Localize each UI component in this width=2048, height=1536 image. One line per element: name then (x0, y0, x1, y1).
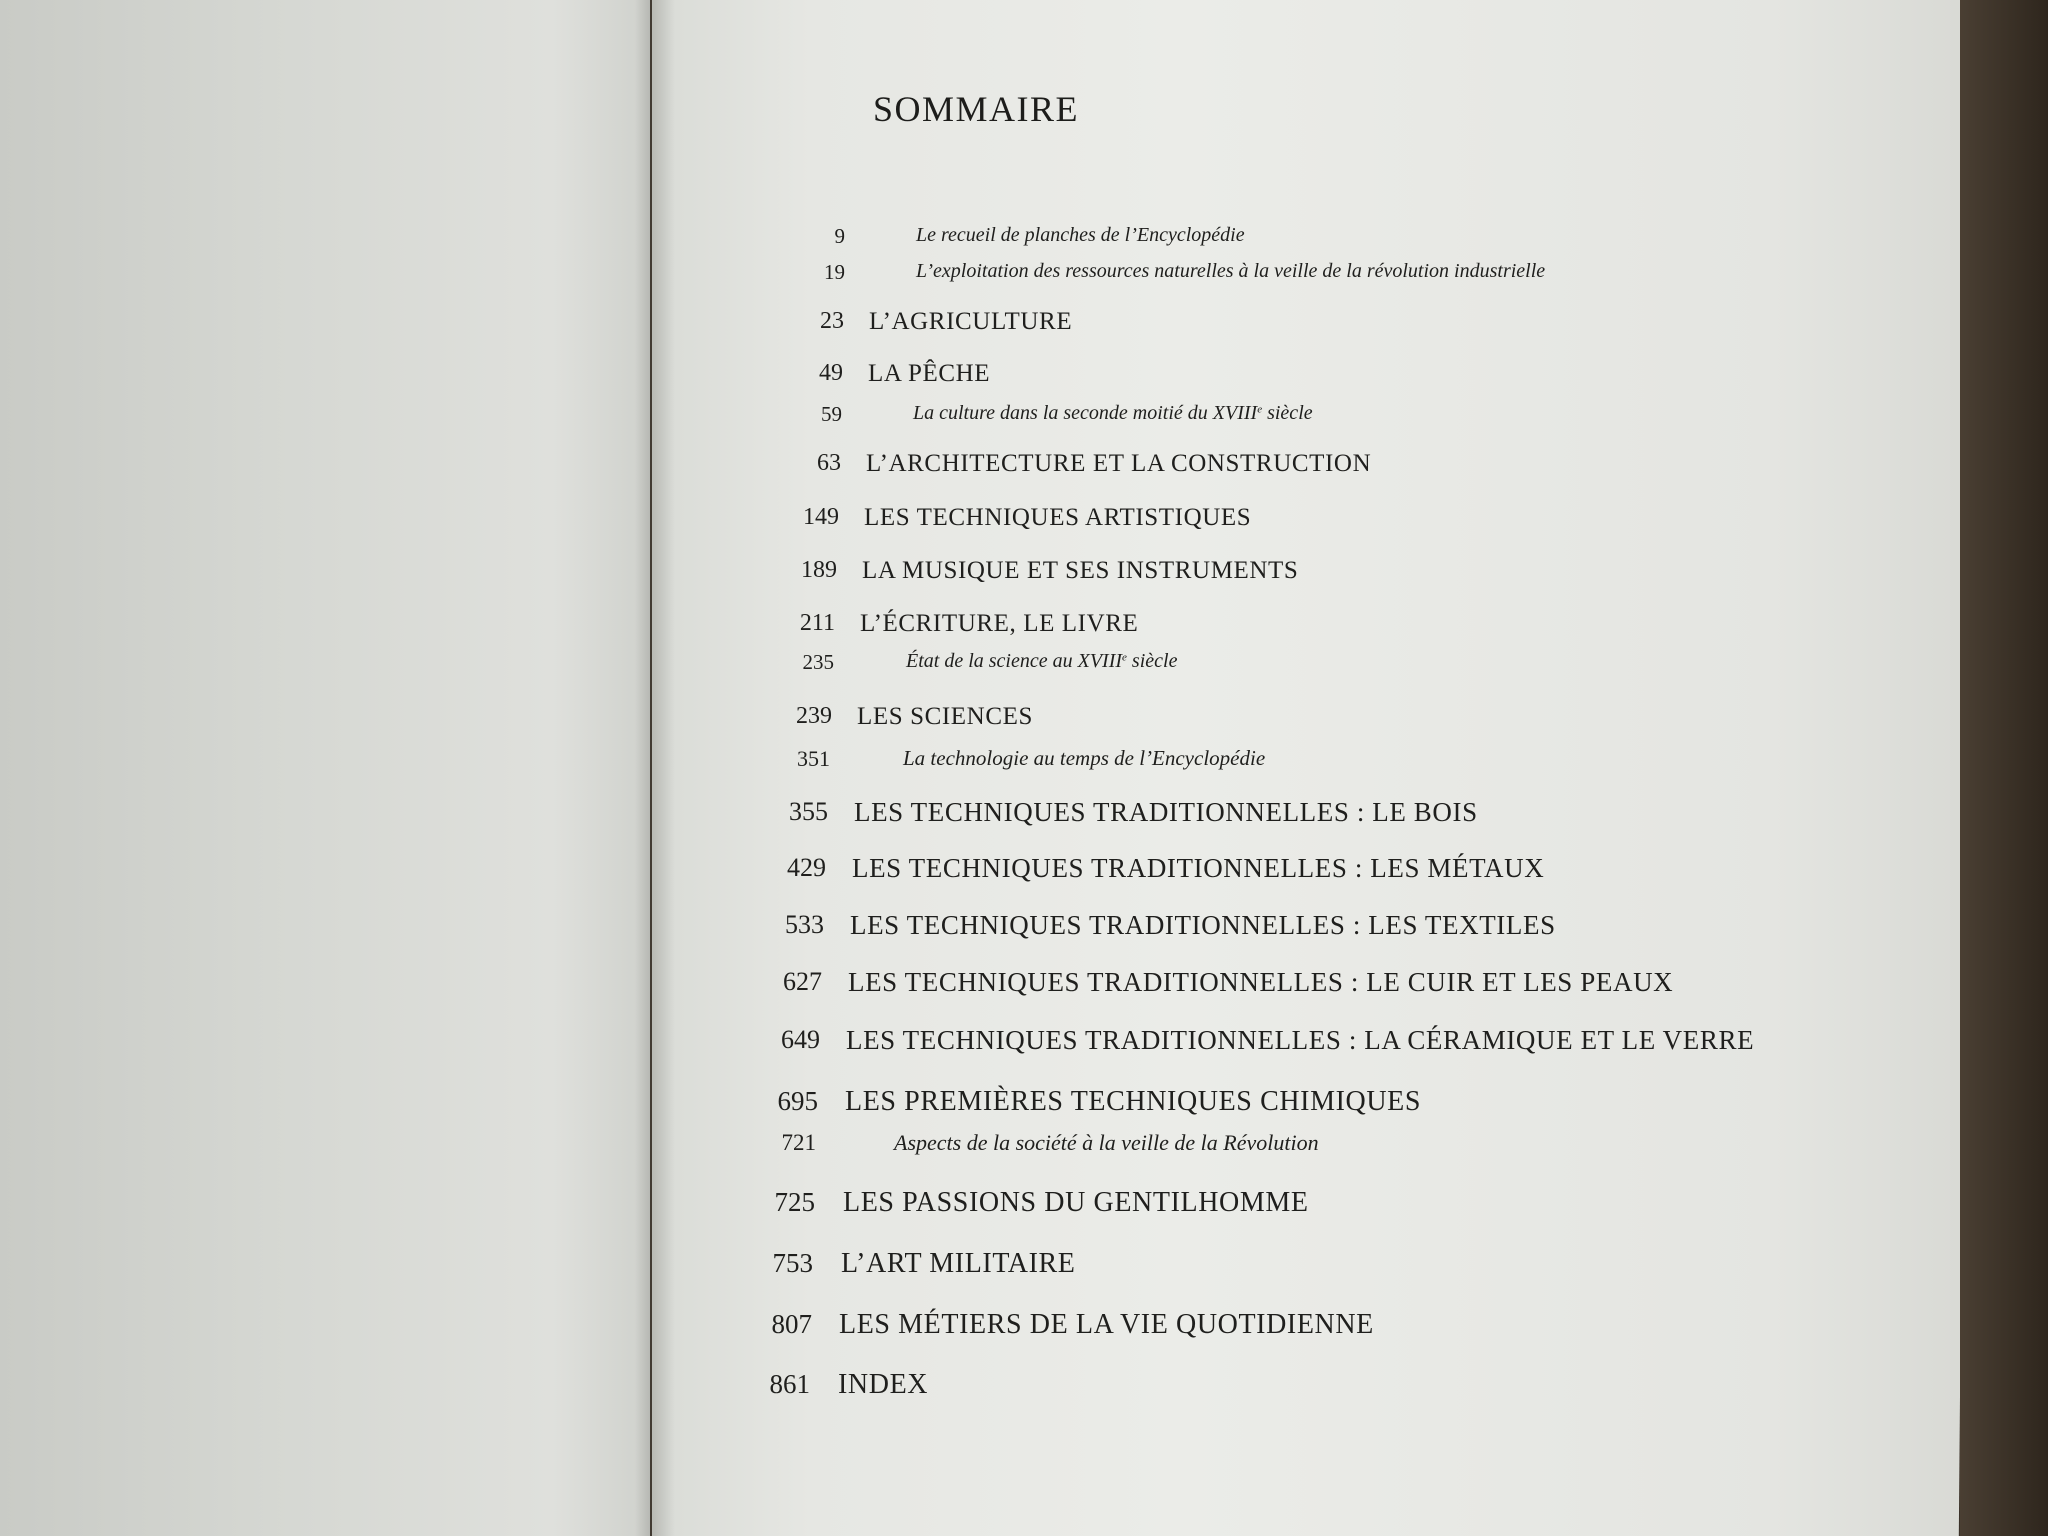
toc-page-number: 23 (820, 308, 844, 334)
toc-page-number: 429 (787, 853, 826, 882)
toc-title: Aspects de la société à la veille de la Révolution (894, 1130, 1319, 1155)
toc-title: LA PÊCHE (868, 360, 991, 387)
toc-page-number: 649 (781, 1025, 820, 1054)
toc-page-number: 533 (785, 910, 824, 939)
toc-page-number: 721 (781, 1130, 816, 1155)
toc-title: LA MUSIQUE ET SES INSTRUMENTS (862, 557, 1299, 584)
toc-title: LES SCIENCES (857, 703, 1033, 730)
toc-page-number: 211 (799, 610, 835, 636)
toc-title: La technologie au temps de l’Encyclopédie (903, 746, 1266, 770)
toc-title: État de la science au XVIIIe siècle (906, 650, 1178, 672)
page-title: SOMMAIRE (873, 89, 1080, 129)
toc-page-number: 807 (771, 1309, 812, 1339)
toc-page-number: 239 (796, 703, 832, 729)
right-page (652, 0, 1972, 1536)
toc-title: LES PASSIONS DU GENTILHOMME (843, 1187, 1309, 1218)
toc-title: LES TECHNIQUES TRADITIONNELLES : LES MÉTAUX (852, 853, 1545, 883)
toc-title: L’AGRICULTURE (869, 308, 1073, 335)
toc-title: LES TECHNIQUES TRADITIONNELLES : LE BOIS (854, 797, 1478, 827)
toc-page-number: 63 (817, 450, 841, 476)
toc-title: L’ARCHITECTURE ET LA CONSTRUCTION (866, 450, 1372, 477)
toc-page-number: 19 (824, 260, 845, 284)
toc-title: LES PREMIÈRES TECHNIQUES CHIMIQUES (845, 1086, 1422, 1117)
toc-title: L’ÉCRITURE, LE LIVRE (860, 610, 1139, 637)
toc-title: LES MÉTIERS DE LA VIE QUOTIDIENNE (839, 1309, 1374, 1340)
toc-title: LES TECHNIQUES TRADITIONNELLES : LE CUIR ET LES PEAUX (848, 967, 1674, 997)
toc-title: LES TECHNIQUES TRADITIONNELLES : LES TEXTILES (850, 910, 1556, 940)
toc-title: LES TECHNIQUES ARTISTIQUES (864, 504, 1252, 531)
toc-page-number: 9 (834, 224, 845, 248)
toc-page-number: 235 (802, 650, 834, 674)
toc-page-number: 49 (819, 360, 843, 386)
toc-page-number: 355 (789, 797, 828, 826)
toc-title: La culture dans la seconde moitié du XVIIIe siècle (913, 402, 1313, 424)
toc-title: L’exploitation des ressources naturelles à la veille de la révolution industrielle (916, 260, 1546, 282)
toc-page-number: 189 (801, 557, 837, 583)
toc-title: Le recueil de planches de l’Encyclopédie (916, 224, 1245, 246)
toc-page-number: 695 (777, 1086, 818, 1116)
toc-page-number: 59 (821, 402, 842, 426)
toc-page-number: 861 (769, 1369, 810, 1399)
page-edge (1960, 0, 2048, 1536)
toc-title: L’ART MILITAIRE (841, 1248, 1076, 1279)
toc-page-number: 753 (772, 1248, 813, 1278)
toc-page-number: 627 (783, 967, 822, 996)
toc-page-number: 351 (797, 746, 830, 771)
toc-page-number: 725 (774, 1187, 815, 1217)
toc-page-number: 149 (803, 504, 839, 530)
toc-title: INDEX (838, 1369, 929, 1400)
toc-title: LES TECHNIQUES TRADITIONNELLES : LA CÉRAMIQUE ET LE VERRE (846, 1025, 1755, 1055)
